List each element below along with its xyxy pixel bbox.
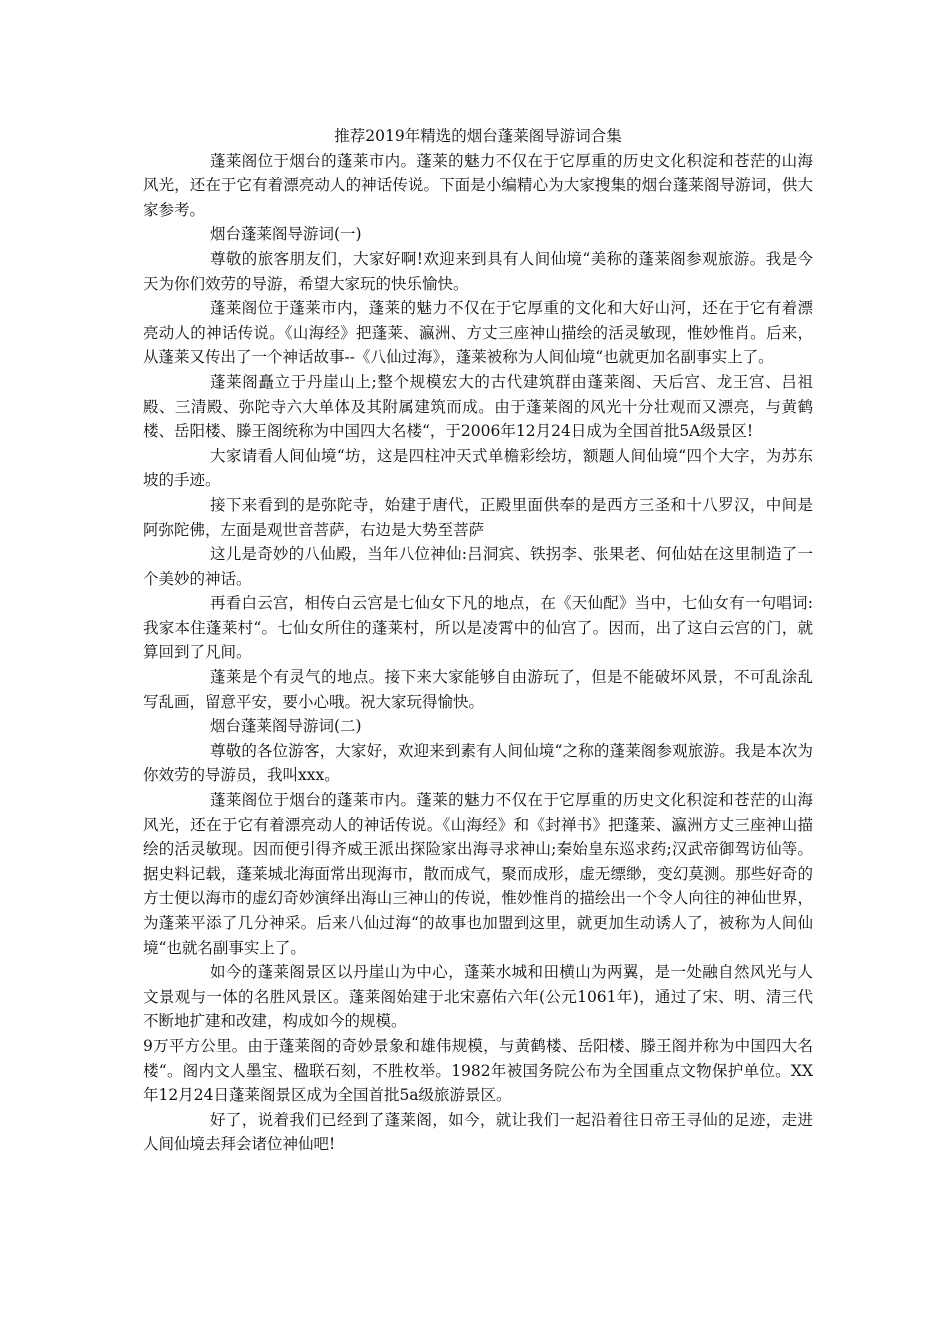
section1-paragraph: 接下来看到的是弥陀寺，始建于唐代，正殿里面供奉的是西方三圣和十八罗汉，中间是阿弥陀佛，左面是观世音菩萨，右边是大势至菩萨 <box>143 495 813 539</box>
section1-paragraph: 尊敬的旅客朋友们，大家好啊!欢迎来到具有人间仙境“美称的蓬莱阁参观旅游。我是今天为你们效劳的导游，希望大家玩的快乐愉快。 <box>143 249 813 293</box>
section1-paragraph: 蓬莱阁位于蓬莱市内，蓬莱的魅力不仅在于它厚重的文化和大好山河，还在于它有着漂亮动人的神话传说。《山海经》把蓬莱、瀛洲、方丈三座神山描绘的活灵敏现，惟妙惟肖。后来，从蓬莱又传出了一个神话故事--《八仙过海》，蓬莱被称为人间仙境“也就更加名副事实上了。 <box>143 299 813 367</box>
section1-paragraph: 大家请看人间仙境“坊，这是四柱冲天式单檐彩绘坊，额题人间仙境“四个大字，为苏东坡的手迹。 <box>143 446 813 490</box>
closing-paragraph: 好了，说着我们已经到了蓬莱阁，如今，就让我们一起沿着往日帝王寻仙的足迹，走进人间仙境去拜会诸位神仙吧! <box>143 1110 813 1154</box>
section1-paragraph: 这儿是奇妙的八仙殿，当年八位神仙:吕洞宾、铁拐李、张果老、何仙姑在这里制造了一个美妙的神话。 <box>143 545 813 588</box>
section2-paragraph: 如今的蓬莱阁景区以丹崖山为中心，蓬莱水城和田横山为两翼，是一处融自然风光与人文景观与一体的名胜风景区。蓬莱阁始建于北宋嘉佑六年(公元1061年)，通过了宋、明、清三代不断地扩建和改建，构成如今的规模。 <box>143 963 813 1031</box>
document-title: 推荐2019年精选的烟台蓬莱阁导游词合集 <box>334 127 622 145</box>
section-heading-2: 烟台蓬莱阁导游词(二) <box>210 717 362 736</box>
section1-paragraph: 蓬莱是个有灵气的地点。接下来大家能够自由游玩了，但是不能破坏风景，不可乱涂乱写乱画，留意平安，要小心哦。祝大家玩得愉快。 <box>143 668 813 711</box>
section2-paragraph: 尊敬的各位游客，大家好，欢迎来到素有人间仙境“之称的蓬莱阁参观旅游。我是本次为你效劳的导游员，我叫xxx。 <box>143 741 813 785</box>
section2-paragraph-noindent: 9万平方公里。由于蓬莱阁的奇妙景象和雄伟规模，与黄鹤楼、岳阳楼、滕王阁并称为中国四大名楼“。阁内文人墨宝、楹联石刻，不胜枚举。1982年被国务院公布为全国重点文物保护单位。XX年12月24日蓬莱阁景区成为全国首批5a级旅游景区。 <box>143 1036 813 1105</box>
intro-paragraph: 蓬莱阁位于烟台的蓬莱市内。蓬莱的魅力不仅在于它厚重的历史文化积淀和苍茫的山海风光，还在于它有着漂亮动人的神话传说。下面是小编精心为大家搜集的烟台蓬莱阁导游词，供大家参考。 <box>143 151 813 219</box>
section1-paragraph: 再看白云宫，相传白云宫是七仙女下凡的地点，在《天仙配》当中，七仙女有一句唱词:我家本住蓬莱村“。七仙女所住的蓬莱村，所以是凌霄中的仙宫了。因而，出了这白云宫的门，就算回到了凡间。 <box>143 594 813 662</box>
section1-paragraph: 蓬莱阁矗立于丹崖山上;整个规模宏大的古代建筑群由蓬莱阁、天后宫、龙王宫、吕祖殿、三清殿、弥陀寺六大单体及其附属建筑而成。由于蓬莱阁的风光十分壮观而又漂亮，与黄鹤楼、岳阳楼、滕王阁统称为中国四大名楼“，于2006年12月24日成为全国首批5A级景区! <box>143 372 813 441</box>
section-heading-1: 烟台蓬莱阁导游词(一) <box>210 225 362 244</box>
document-page <box>143 124 813 1157</box>
section2-paragraph: 蓬莱阁位于烟台的蓬莱市内。蓬莱的魅力不仅在于它厚重的历史文化积淀和苍茫的山海风光，还在于它有着漂亮动人的神话传说。《山海经》和《封禅书》把蓬莱、瀛洲方丈三座神山描绘的活灵敏现。因而便引得齐威王派出探险家出海寻求神山;秦始皇东巡求药;汉武帝御驾访仙等。据史料记载，蓬莱城北海面常出现海市，散而成气，聚而成形，虚无缥缈，变幻莫测。那些好奇的方士便以海市的虚幻奇妙演绎出海山三神山的传说，惟妙惟肖的描绘出一个令人向往的神仙世界，为蓬莱平添了几分神采。后来八仙过海“的故事也加盟到这里，就更加生动诱人了，被称为人间仙境“也就名副事实上了。 <box>143 791 813 957</box>
